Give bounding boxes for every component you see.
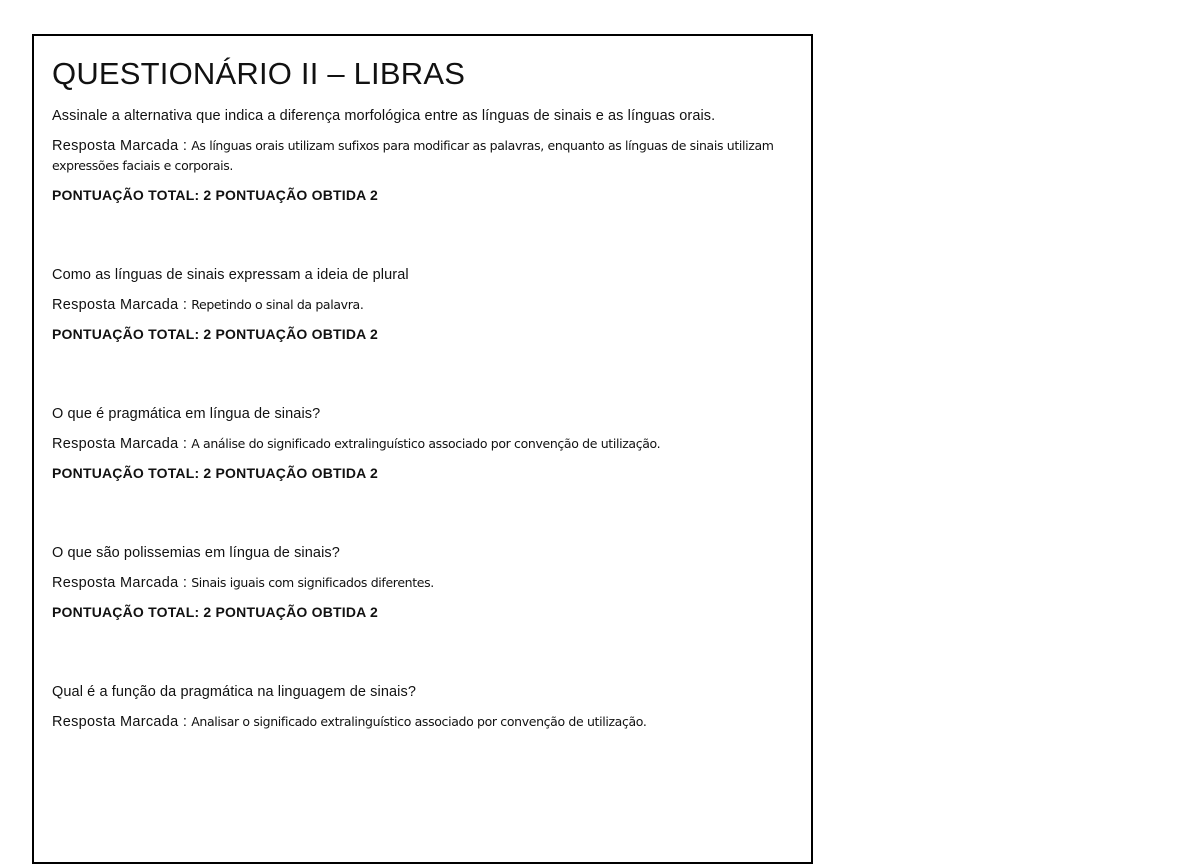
answer-line [52, 136, 793, 176]
answer-line [52, 573, 793, 593]
score-line: PONTUAÇÃO TOTAL: 2 PONTUAÇÃO OBTIDA 2 [52, 326, 379, 342]
page-title: QUESTIONÁRIO II – LIBRAS [52, 56, 466, 91]
answer-label: Resposta Marcada : [52, 436, 188, 452]
answer-label: Resposta Marcada : [52, 297, 188, 313]
answer-line [52, 434, 793, 454]
question-block [52, 543, 793, 621]
score-line: PONTUAÇÃO TOTAL: 2 PONTUAÇÃO OBTIDA 2 [52, 187, 379, 203]
question-block [52, 265, 793, 343]
question-text: Como as línguas de sinais expressam a ideia de plural [52, 267, 409, 283]
question-text: O que é pragmática em língua de sinais? [52, 406, 321, 422]
question-block [52, 682, 793, 732]
question-text: Assinale a alternativa que indica a diferença morfológica entre as línguas de sinais e as línguas orais. [52, 108, 716, 124]
question-block [52, 404, 793, 482]
answer-line [52, 712, 793, 732]
answer-text: Analisar o significado extralinguístico associado por convenção de utilização. [191, 714, 647, 729]
answer-text: Repetindo o sinal da palavra. [191, 297, 364, 312]
answer-text: Sinais iguais com significados diferentes. [191, 575, 434, 590]
score-line: PONTUAÇÃO TOTAL: 2 PONTUAÇÃO OBTIDA 2 [52, 604, 379, 620]
document-page [32, 34, 813, 864]
question-text: Qual é a função da pragmática na linguagem de sinais? [52, 684, 417, 700]
answer-text: As línguas orais utilizam sufixos para modificar as palavras, enquanto as línguas de sinais utilizam expressões faciais e corporais. [52, 138, 774, 173]
answer-label: Resposta Marcada : [52, 575, 188, 591]
answer-label: Resposta Marcada : [52, 138, 188, 154]
question-block [52, 106, 793, 204]
question-text: O que são polissemias em língua de sinais? [52, 545, 340, 561]
answer-line [52, 295, 793, 315]
answer-label: Resposta Marcada : [52, 714, 188, 730]
answer-text: A análise do significado extralinguístico associado por convenção de utilização. [191, 436, 661, 451]
score-line: PONTUAÇÃO TOTAL: 2 PONTUAÇÃO OBTIDA 2 [52, 465, 379, 481]
